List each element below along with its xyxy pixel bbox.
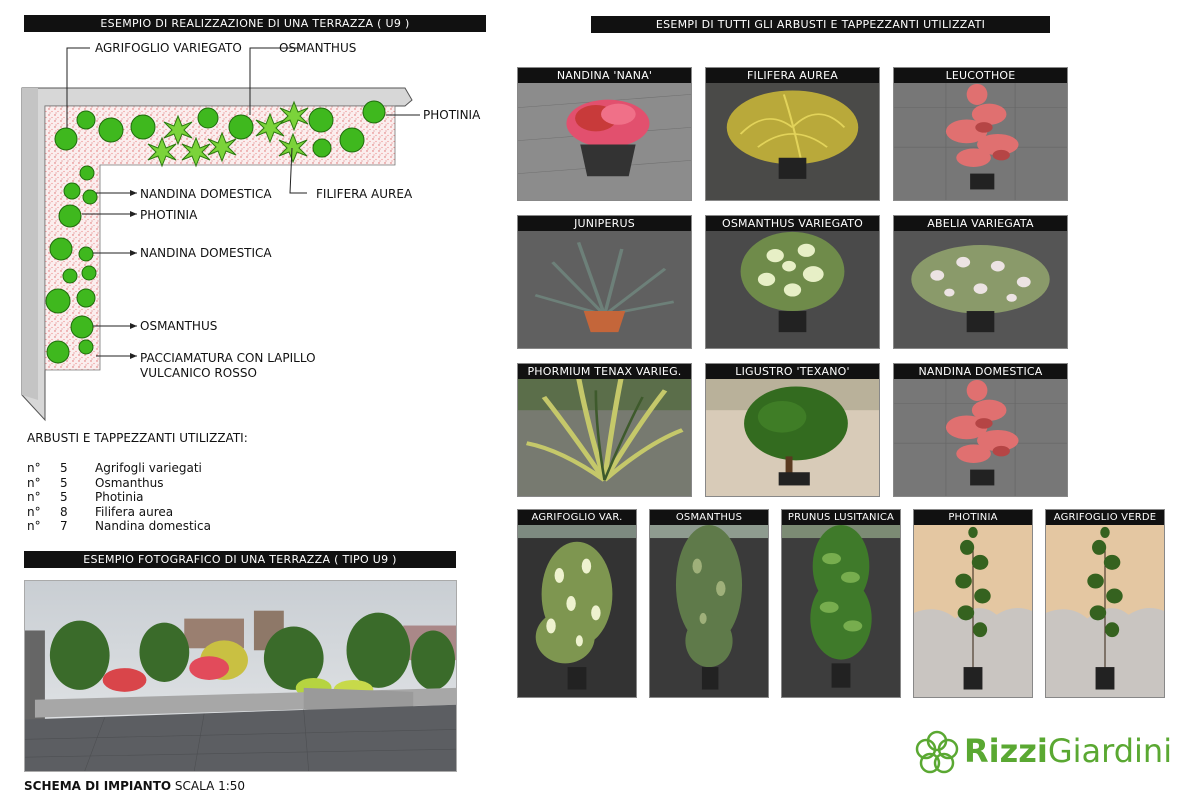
shrub-photo-card (517, 509, 637, 698)
shrub-list-row: n° 5 Agrifogli variegati (27, 461, 202, 475)
flower-logo-icon (914, 730, 960, 776)
shrub-photo-card (1045, 509, 1165, 698)
shrub-photo-caption: ABELIA VARIEGATA (894, 216, 1067, 231)
shrub-photo-caption: PRUNUS LUSITANICA (782, 510, 900, 525)
label-agrifoglio-variegato: AGRIFOGLIO VARIEGATO (95, 41, 242, 55)
label-filifera-aurea: FILIFERA AUREA (316, 187, 413, 201)
shrub-photo-card (517, 363, 692, 497)
shrub-photo (894, 216, 1067, 348)
shrub-photo (894, 364, 1067, 496)
shrub-photo (914, 510, 1032, 697)
brand-name (964, 732, 1172, 770)
label-photinia-left: PHOTINIA (140, 208, 198, 222)
shrub-photo (1046, 510, 1164, 697)
label-pacciamatura-line1: PACCIAMATURA CON LAPILLO (140, 351, 316, 365)
shrub-photo-card (781, 509, 901, 698)
shrub-list-row: n° 8 Filifera aurea (27, 504, 174, 519)
plan-scale-title: SCHEMA DI IMPIANTO (24, 779, 172, 793)
photo-example-header: ESEMPIO FOTOGRAFICO DI UNA TERRAZZA ( TIPO U9 ) (24, 551, 456, 568)
label-nandina-domestica-1: NANDINA DOMESTICA (140, 187, 272, 201)
shrub-photo (782, 510, 900, 697)
shrub-photo (706, 364, 879, 496)
shrub-photo-caption: NANDINA 'NANA' (518, 68, 691, 83)
shrub-photo (518, 68, 691, 200)
shrub-photo-card (913, 509, 1033, 698)
shrub-photo-card (705, 363, 880, 497)
shrub-list-row: n° 5 Photinia (27, 490, 144, 504)
shrub-photo-caption: OSMANTHUS (650, 510, 768, 525)
shrub-photo-card (705, 67, 880, 201)
plan-scale-value: SCALA 1:50 (171, 779, 246, 793)
gallery-header: ESEMPI DI TUTTI GLI ARBUSTI E TAPPEZZANTI UTILIZZATI (591, 16, 1050, 33)
shrub-photo-caption: PHORMIUM TENAX VARIEG. (518, 364, 691, 379)
shrub-photo-card (893, 67, 1068, 201)
shrub-list-row: n° 7 Nandina domestica (27, 519, 211, 533)
shrub-photo-caption: AGRIFOGLIO VAR. (518, 510, 636, 525)
label-photinia-right: PHOTINIA (423, 108, 481, 122)
shrub-photo-caption: JUNIPERUS (518, 216, 691, 231)
shrub-photo (518, 510, 636, 697)
label-osmanthus-top: OSMANTHUS (279, 41, 357, 55)
shrub-photo-card (893, 215, 1068, 349)
shrub-photo-caption: OSMANTHUS VARIEGATO (706, 216, 879, 231)
label-nandina-domestica-2: NANDINA DOMESTICA (140, 246, 272, 260)
label-osmanthus-left: OSMANTHUS (140, 319, 218, 333)
shrub-photo-caption: FILIFERA AUREA (706, 68, 879, 83)
shrub-list-title: ARBUSTI E TAPPEZZANTI UTILIZZATI: (27, 431, 248, 445)
brand-name-part1: Rizzi (964, 732, 1048, 770)
shrub-photo-caption: LIGUSTRO 'TEXANO' (706, 364, 879, 379)
shrub-photo-card (705, 215, 880, 349)
label-pacciamatura-line2: VULCANICO ROSSO (140, 366, 257, 380)
shrub-photo-card (893, 363, 1068, 497)
shrub-list-row: n° 5 Osmanthus (27, 475, 164, 490)
shrub-photo-caption: LEUCOTHOE (894, 68, 1067, 83)
shrub-photo (706, 68, 879, 200)
plan-header: ESEMPIO DI REALIZZAZIONE DI UNA TERRAZZA ( U9 ) (24, 15, 486, 32)
shrub-photo (518, 364, 691, 496)
shrub-photo (518, 216, 691, 348)
shrub-photo-caption: AGRIFOGLIO VERDE (1046, 510, 1164, 525)
brand-logo (914, 728, 1173, 778)
shrub-photo-caption: PHOTINIA (914, 510, 1032, 525)
shrub-photo-card (517, 215, 692, 349)
shrub-list-table (27, 461, 277, 534)
shrub-photo (894, 68, 1067, 200)
brand-name-part2: Giardini (1047, 732, 1173, 770)
terrace-photo (24, 580, 457, 772)
shrub-photo-card (517, 67, 692, 201)
shrub-photo-card (649, 509, 769, 698)
plan-scale-caption (24, 779, 245, 793)
shrub-photo (706, 216, 879, 348)
shrub-photo (650, 510, 768, 697)
shrub-photo-caption: NANDINA DOMESTICA (894, 364, 1067, 379)
